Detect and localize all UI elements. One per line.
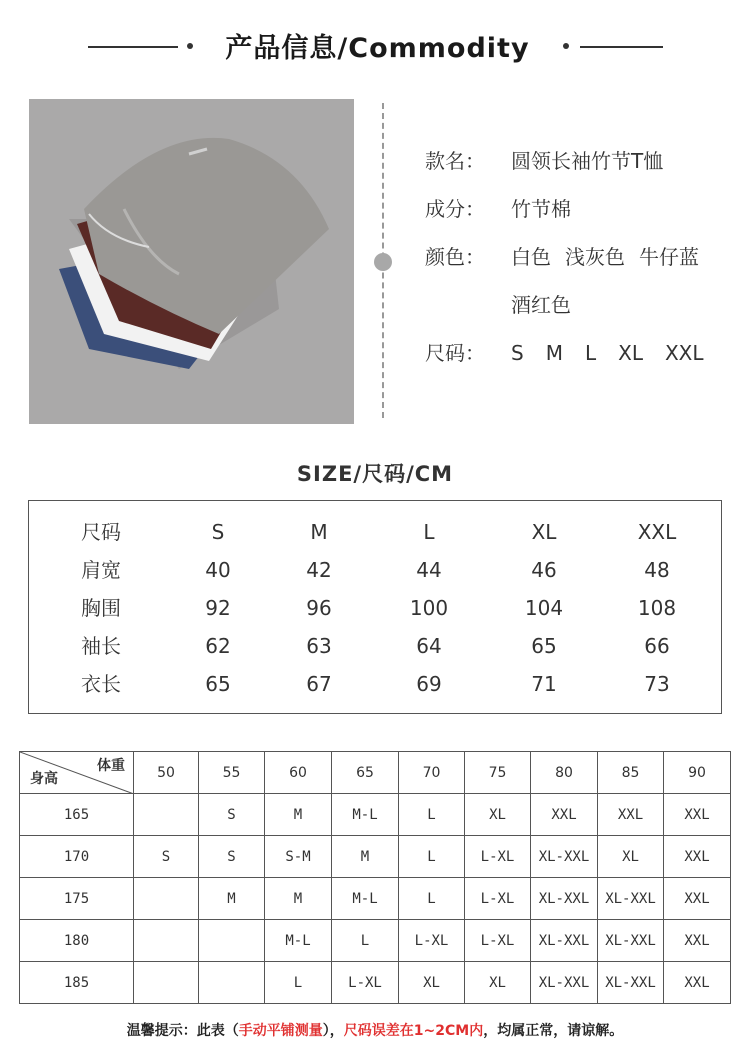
fit-chart-cell: XXL (664, 836, 731, 878)
note-middle: ）， (322, 1023, 344, 1039)
fit-chart-cell: S (199, 794, 265, 836)
size-chart-title: SIZE/尺码/CM (296, 462, 454, 486)
fit-chart-cell: L-XL (465, 878, 531, 920)
name-value: 圆领长袖竹节T恤 (511, 149, 664, 173)
footnote (0, 1020, 750, 1040)
fit-chart-cell: L (399, 878, 465, 920)
size-chart-row-label: 尺码 (81, 520, 121, 544)
height-header-cell: 165 (20, 794, 134, 836)
fit-chart-cell: L (399, 836, 465, 878)
fit-chart-cell: XL-XXL (531, 878, 598, 920)
weight-header-cell: 75 (465, 752, 531, 794)
size-option: M (545, 341, 563, 365)
size-chart-cell: 42 (306, 558, 332, 582)
fit-chart-cell: L (399, 794, 465, 836)
fit-chart-cell: L-XL (465, 920, 531, 962)
header-dot-left (187, 43, 193, 49)
height-header-cell: 180 (20, 920, 134, 962)
size-chart-cell: 64 (416, 634, 442, 658)
fit-chart-cell: M-L (265, 920, 332, 962)
fit-chart-cell: L-XL (465, 836, 531, 878)
fit-chart-cell: XL (465, 962, 531, 1004)
fit-chart-cell: S (134, 836, 199, 878)
fit-chart-cell (199, 962, 265, 1004)
weight-label: 体重 (97, 758, 125, 774)
fit-chart-cell: L (265, 962, 332, 1004)
product-photo (29, 99, 354, 424)
fit-chart-cell (134, 962, 199, 1004)
size-chart-cell: 46 (531, 558, 557, 582)
color-values (511, 239, 713, 275)
fit-chart-cell: XL-XXL (598, 962, 664, 1004)
size-chart-cell: XL (531, 520, 557, 544)
fit-chart-cell: XXL (598, 794, 664, 836)
fit-chart-cell: M (265, 878, 332, 920)
note-highlight-tolerance: 尺码误差在1~2CM内 (343, 1023, 484, 1039)
size-chart-cell: 100 (409, 596, 449, 620)
size-chart-row (29, 589, 721, 627)
size-chart-row (29, 551, 721, 589)
weight-header-cell: 90 (664, 752, 731, 794)
height-label: 身高 (30, 771, 58, 787)
size-chart-cell: 40 (205, 558, 231, 582)
fit-chart-cell: L-XL (399, 920, 465, 962)
size-chart-row (29, 627, 721, 665)
size-chart-cell: 104 (524, 596, 564, 620)
fit-chart-row (20, 794, 731, 836)
color-label: 颜色： (425, 245, 485, 269)
size-chart-cell: 67 (306, 672, 332, 696)
fit-chart-cell: XL-XXL (598, 878, 664, 920)
fit-chart-cell: XL-XXL (598, 920, 664, 962)
color-option: 白色 (511, 245, 551, 269)
size-chart-cell: L (423, 520, 435, 544)
height-header-cell: 175 (20, 878, 134, 920)
fit-chart-cell: XL-XXL (531, 962, 598, 1004)
fit-chart-cell: XL-XXL (531, 920, 598, 962)
height-header-cell: 185 (20, 962, 134, 1004)
divider-dot (374, 253, 392, 271)
height-header-cell: 170 (20, 836, 134, 878)
name-label: 款名： (425, 149, 485, 173)
fit-chart-cell (134, 878, 199, 920)
fit-chart-row (20, 920, 731, 962)
color-option: 浅灰色 (565, 245, 625, 269)
fit-chart-cell: XL (399, 962, 465, 1004)
weight-header-cell: 65 (332, 752, 399, 794)
size-chart-cell: 48 (644, 558, 670, 582)
fit-chart-cell: XXL (531, 794, 598, 836)
size-chart-row (29, 513, 721, 551)
header-rule-right (580, 46, 663, 48)
size-chart-cell: 65 (531, 634, 557, 658)
size-chart-table (28, 500, 722, 714)
fit-chart-cell: L (332, 920, 399, 962)
color-option: 酒红色 (511, 293, 571, 317)
fit-chart-cell: M (332, 836, 399, 878)
note-suffix: ，均属正常，请谅解。 (483, 1023, 624, 1039)
weight-header-cell: 55 (199, 752, 265, 794)
size-chart-cell: 62 (205, 634, 231, 658)
header-rule-left (88, 46, 178, 48)
size-chart-cell: M (310, 520, 328, 544)
fit-chart-cell: XL-XXL (531, 836, 598, 878)
weight-header-cell: 85 (598, 752, 664, 794)
header-dot-right (563, 43, 569, 49)
weight-header-cell: 50 (134, 752, 199, 794)
fit-chart-cell: M (199, 878, 265, 920)
color-option: 牛仔蓝 (639, 245, 699, 269)
size-chart-cell: 63 (306, 634, 332, 658)
fit-chart-cell: M-L (332, 794, 399, 836)
note-highlight-method: 手动平铺测量 (238, 1023, 323, 1039)
size-values (511, 335, 726, 371)
fit-chart-corner (20, 752, 134, 794)
size-chart-row-label: 肩宽 (81, 558, 121, 582)
size-chart-cell: 71 (531, 672, 557, 696)
size-option: XL (618, 341, 643, 365)
size-chart-row-label: 胸围 (81, 596, 121, 620)
size-chart-cell: 108 (637, 596, 677, 620)
weight-header-cell: 60 (265, 752, 332, 794)
fit-chart-cell: L-XL (332, 962, 399, 1004)
size-option: XXL (664, 341, 704, 365)
fit-chart-cell: XXL (664, 920, 731, 962)
fit-chart-row (20, 836, 731, 878)
fit-chart-row (20, 878, 731, 920)
fit-chart-cell: XXL (664, 794, 731, 836)
fit-chart-cell: S-M (265, 836, 332, 878)
size-chart-row-label: 袖长 (81, 634, 121, 658)
material-label: 成分： (425, 197, 485, 221)
fit-chart-row (20, 962, 731, 1004)
size-chart-cell: 65 (205, 672, 231, 696)
weight-header-cell: 70 (399, 752, 465, 794)
material-value: 竹节棉 (511, 197, 571, 221)
section-header (0, 22, 750, 72)
size-chart-cell: 44 (416, 558, 442, 582)
size-option: L (584, 341, 597, 365)
size-chart-cell: S (211, 520, 225, 544)
size-chart-row (29, 665, 721, 703)
size-chart-cell: 73 (644, 672, 670, 696)
fit-chart-cell: M (265, 794, 332, 836)
folded-shirts-illustration (29, 99, 354, 424)
size-chart-cell: 92 (205, 596, 231, 620)
size-chart-cell: 69 (416, 672, 442, 696)
fit-chart-cell: XL (598, 836, 664, 878)
size-label: 尺码： (425, 341, 485, 365)
fit-chart-cell: XXL (664, 962, 731, 1004)
size-chart-row-label: 衣长 (81, 672, 121, 696)
fit-chart-header-row (20, 752, 731, 794)
fit-chart-cell: XXL (664, 878, 731, 920)
note-prefix: 温馨提示：此表（ (126, 1023, 239, 1039)
fit-chart-table (19, 751, 731, 1004)
weight-header-cell: 80 (531, 752, 598, 794)
size-option: S (511, 341, 524, 365)
fit-chart-cell (134, 920, 199, 962)
section-title: 产品信息/Commodity (225, 33, 530, 64)
fit-chart-cell (199, 920, 265, 962)
fit-chart-cell: S (199, 836, 265, 878)
fit-chart-cell: M-L (332, 878, 399, 920)
size-chart-cell: XXL (637, 520, 677, 544)
size-chart-cell: 66 (644, 634, 670, 658)
fit-chart-cell (134, 794, 199, 836)
size-chart-cell: 96 (306, 596, 332, 620)
fit-chart-cell: XL (465, 794, 531, 836)
